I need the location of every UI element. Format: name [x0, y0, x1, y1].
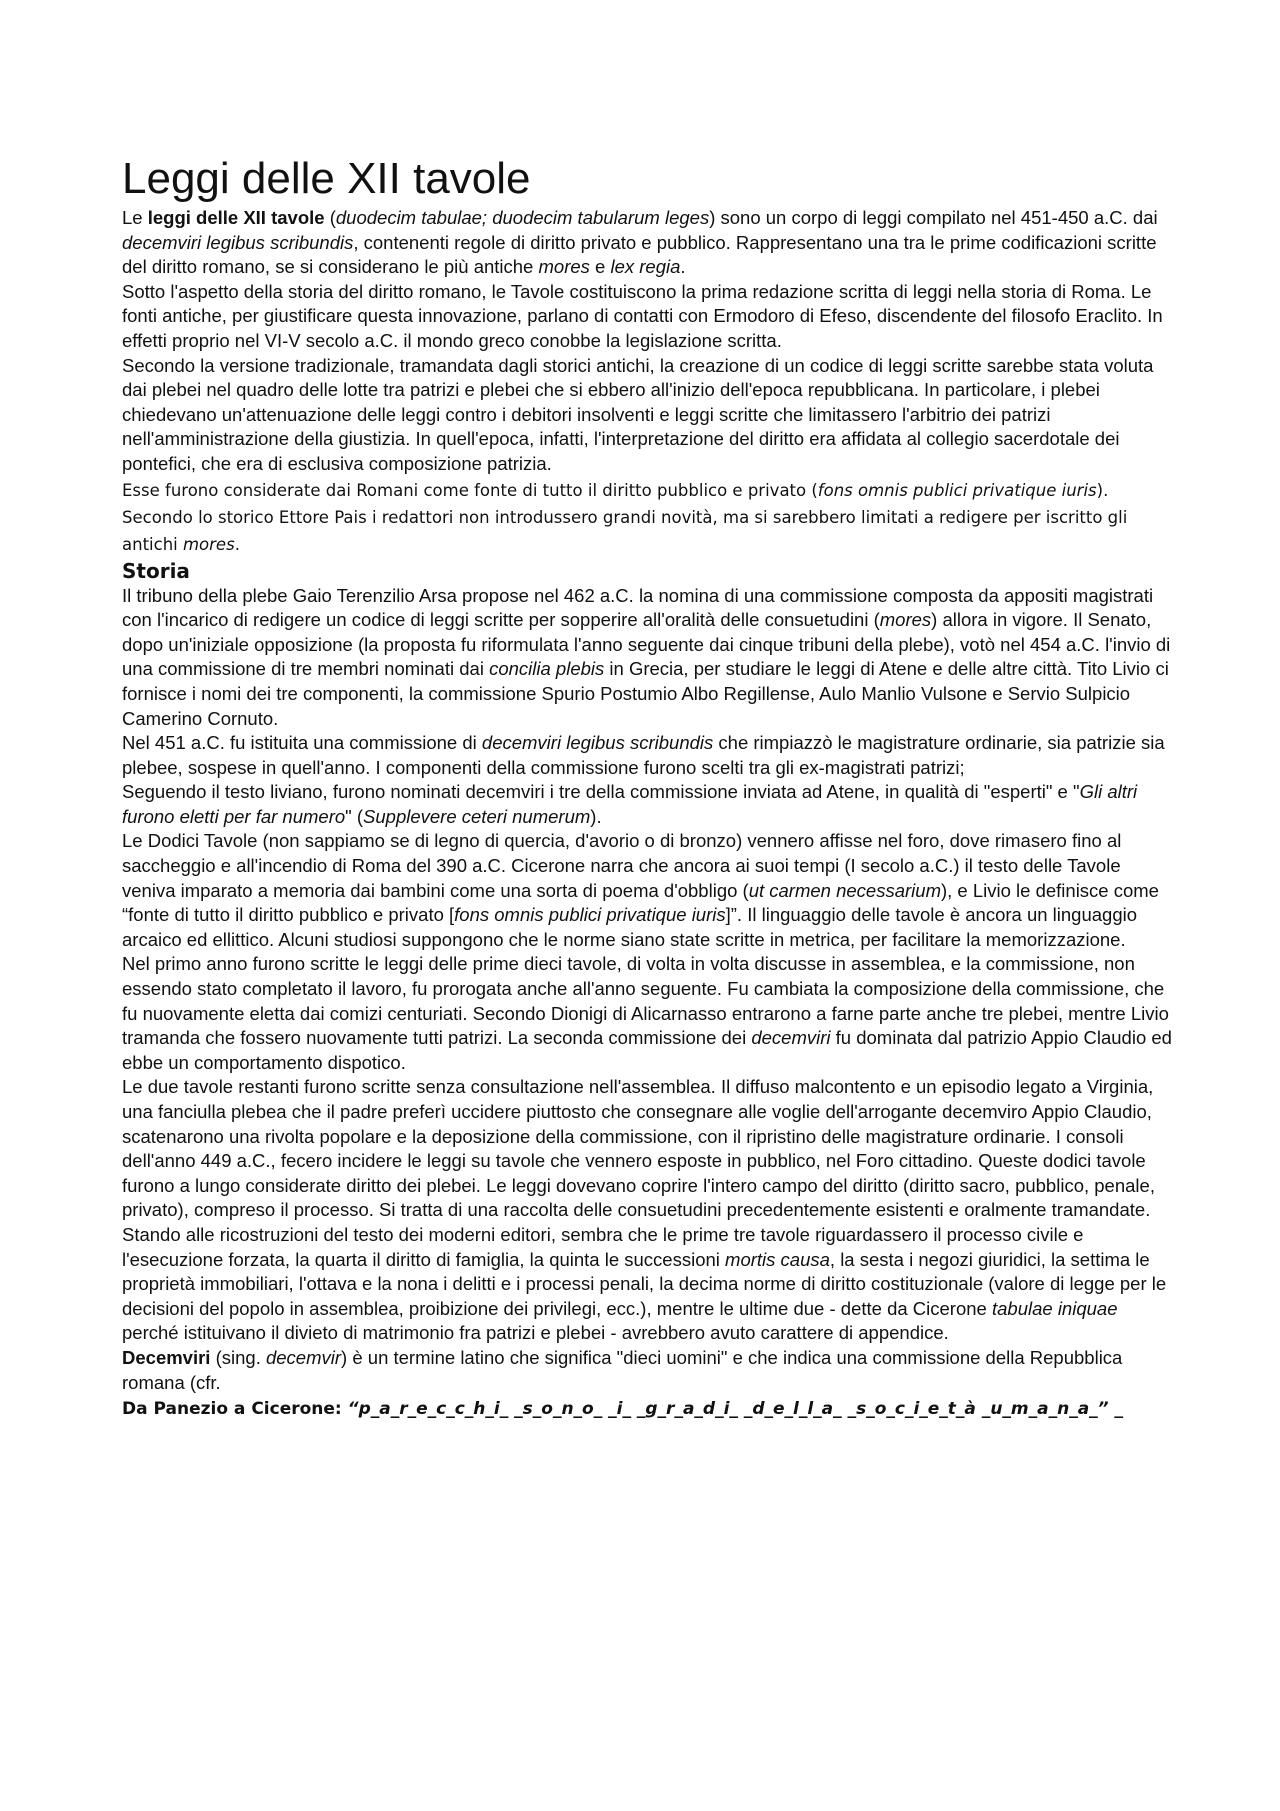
paragraph-fons: Esse furono considerate dai Romani come fonte di tutto il diritto pubblico e privato (fons omnis publici privatique iuris). Secondo lo storico Ettore Pais i redattori non introdussero grandi novità, ma si sarebbero limitati a redigere per iscritto gli antichi mores. [122, 480, 1128, 554]
paragraph-history-aspect: Sotto l'aspetto della storia del diritto romano, le Tavole costituiscono la prima redazione scritta di leggi nella storia di Roma. Le fonti antiche, per giustificare questa innovazione, parlano di contatti con Ermodoro di Efeso, discendente del filosofo Eraclito. In effetti proprio nel VI-V secolo a.C. il mondo greco conobbe la legislazione scritta. [122, 280, 1163, 351]
paragraph-primo-anno: Nel primo anno furono scritte le leggi delle prime dieci tavole, di volta in volta discusse in assemblea, e la commissione, non essendo stato completato il lavoro, fu prorogata anche all'anno seguente. Fu cambiata la composizione della commissione, che fu nuovamente eletta dai comizi centuriati. Secondo Dionigi di Alicarnasso entrarono a farne parte anche tre plebei, mentre Livio tramanda che fossero nuovamente tutti patrizi. La seconda commissione dei decemviri fu dominata dal patrizio Appio Claudio ed ebbe un comportamento dispotico. [122, 953, 1172, 1073]
intro-paragraph: Le leggi delle XII tavole (duodecim tabulae; duodecim tabularum leges) sono un corpo di leggi compilato nel 451-450 a.C. dai decemviri legibus scribundis, contenenti regole di diritto privato e pubblico. Rappresentano una tra le prime codificazioni scritte del diritto romano, se si considerano le più antiche mores e lex regia. [122, 207, 1158, 278]
paragraph-decemviri-definition: Decemviri (sing. decemvir) è un termine latino che significa "dieci uomini" e che indica una commissione della Repubblica romana (cfr. [122, 1346, 1123, 1393]
paragraph-tradition: Secondo la versione tradizionale, tramandata dagli storici antichi, la creazione di un codice di leggi scritte sarebbe stata voluta dai plebei nel quadro delle lotte tra patrizi e plebei che si ebbero all'inizio dell'epoca repubblicana. In particolare, i plebei chiedevano un'attenuazione delle leggi contro i debitori insolventi e leggi scritte che limitassero l'arbitrio dei patrizi nell'amministrazione della giustizia. In quell'epoca, infatti, l'interpretazione del diritto era affidata al collegio sacerdotale dei pontefici, che era di esclusiva composizione patrizia. [122, 354, 1154, 474]
paragraph-terenzilio: Il tribuno della plebe Gaio Terenzilio Arsa propose nel 462 a.C. la nomina di una commissione composta da appositi magistrati con l'incarico di redigere un codice di leggi scritte per sopperire all'oralità delle consuetudini (mores) allora in vigore. Il Senato, dopo un'iniziale opposizione (la proposta fu riformulata l'anno seguente dai cinque tribuni della plebe), votò nel 454 a.C. l'invio di una commissione di tre membri nominati dai concilia plebis in Grecia, per studiare le leggi di Atene e delle altre città. Tito Livio ci fornisce i nomi dei tre componenti, la commissione Spurio Postumio Albo Regillense, Aulo Manlio Vulsone e Servio Sulpicio Camerino Cornuto. [122, 584, 1171, 729]
section-heading-storia: Storia [122, 558, 190, 583]
paragraph-panezio-cicerone: Da Panezio a Cicerone: “p_a_r_e_c_c_h_i_ _s_o_n_o_ _i_ _g_r_a_d_i_ _d_e_l_l_a_ _s_o_c_i_e_t_à _u_m_a_n_a_” _ [122, 1399, 1124, 1420]
document-page [122, 154, 1172, 1423]
paragraph-decemviri-451: Nel 451 a.C. fu istituita una commissione di decemviri legibus scribundis che rimpiazzò le magistrature ordinarie, sia patrizie sia plebee, sospese in quell'anno. I componenti della commissione furono scelti tra gli ex-magistrati patrizi; [122, 732, 1165, 778]
paragraph-dodici-tavole: Le Dodici Tavole (non sappiamo se di legno di quercia, d'avorio o di bronzo) vennero affisse nel foro, dove rimasero fino al saccheggio e all'incendio di Roma del 390 a.C. Cicerone narra che ancora ai suoi tempi (I secolo a.C.) il testo delle Tavole veniva imparato a memoria dai bambini come una sorta di poema d'obbligo (ut carmen necessarium), e Livio le definisce come “fonte di tutto il diritto pubblico e privato [fons omnis publici privatique iuris]”. Il linguaggio delle tavole è ancora un linguaggio arcaico ed ellittico. Alcuni studiosi suppongono che le norme siano state scritte in metrica, per facilitare la memorizzazione. [122, 830, 1159, 950]
paragraph-testo-liviano: Seguendo il testo liviano, furono nominati decemviri i tre della commissione inviata ad Atene, in qualità di "esperti" e "Gli altri furono eletti per far numero" (Supplevere ceteri numerum). [122, 781, 1138, 827]
paragraph-due-tavole: Le due tavole restanti furono scritte senza consultazione nell'assemblea. Il diffuso malcontento e un episodio legato a Virginia, una fanciulla plebea che il padre preferì uccidere piuttosto che consegnare alle voglie dell'arrogante decemviro Appio Claudio, scatenarono una rivolta popolare e la deposizione della commissione, con il ripristino delle magistrature ordinarie. I consoli dell'anno 449 a.C., fecero incidere le leggi su tavole che vennero esposte in pubblico, nel Foro cittadino. Queste dodici tavole furono a lungo considerate diritto dei plebei. Le leggi dovevano coprire l'intero campo del diritto (diritto sacro, pubblico, penale, privato), compreso il processo. Si tratta di una raccolta delle consuetudini precedentemente esistenti e oralmente tramandate. Stando alle ricostruzioni del testo dei moderni editori, sembra che le prime tre tavole riguardassero il processo civile e l'esecuzione forzata, la quarta il diritto di famiglia, la quinta le successioni mortis causa, la sesta i negozi giuridici, la settima le proprietà immobiliari, l'ottava e la nona i delitti e i processi penali, la decima norme di diritto costituzionale (valore di legge per le decisioni del popolo in assemblea, proibizione dei privilegi, ecc.), mentre le ultime due - dette da Cicerone tabulae iniquae perché istituivano il divieto di matrimonio fra patrizi e plebei - avrebbero avuto carattere di appendice. [122, 1076, 1167, 1344]
page-title: Leggi delle XII tavole [122, 154, 531, 203]
